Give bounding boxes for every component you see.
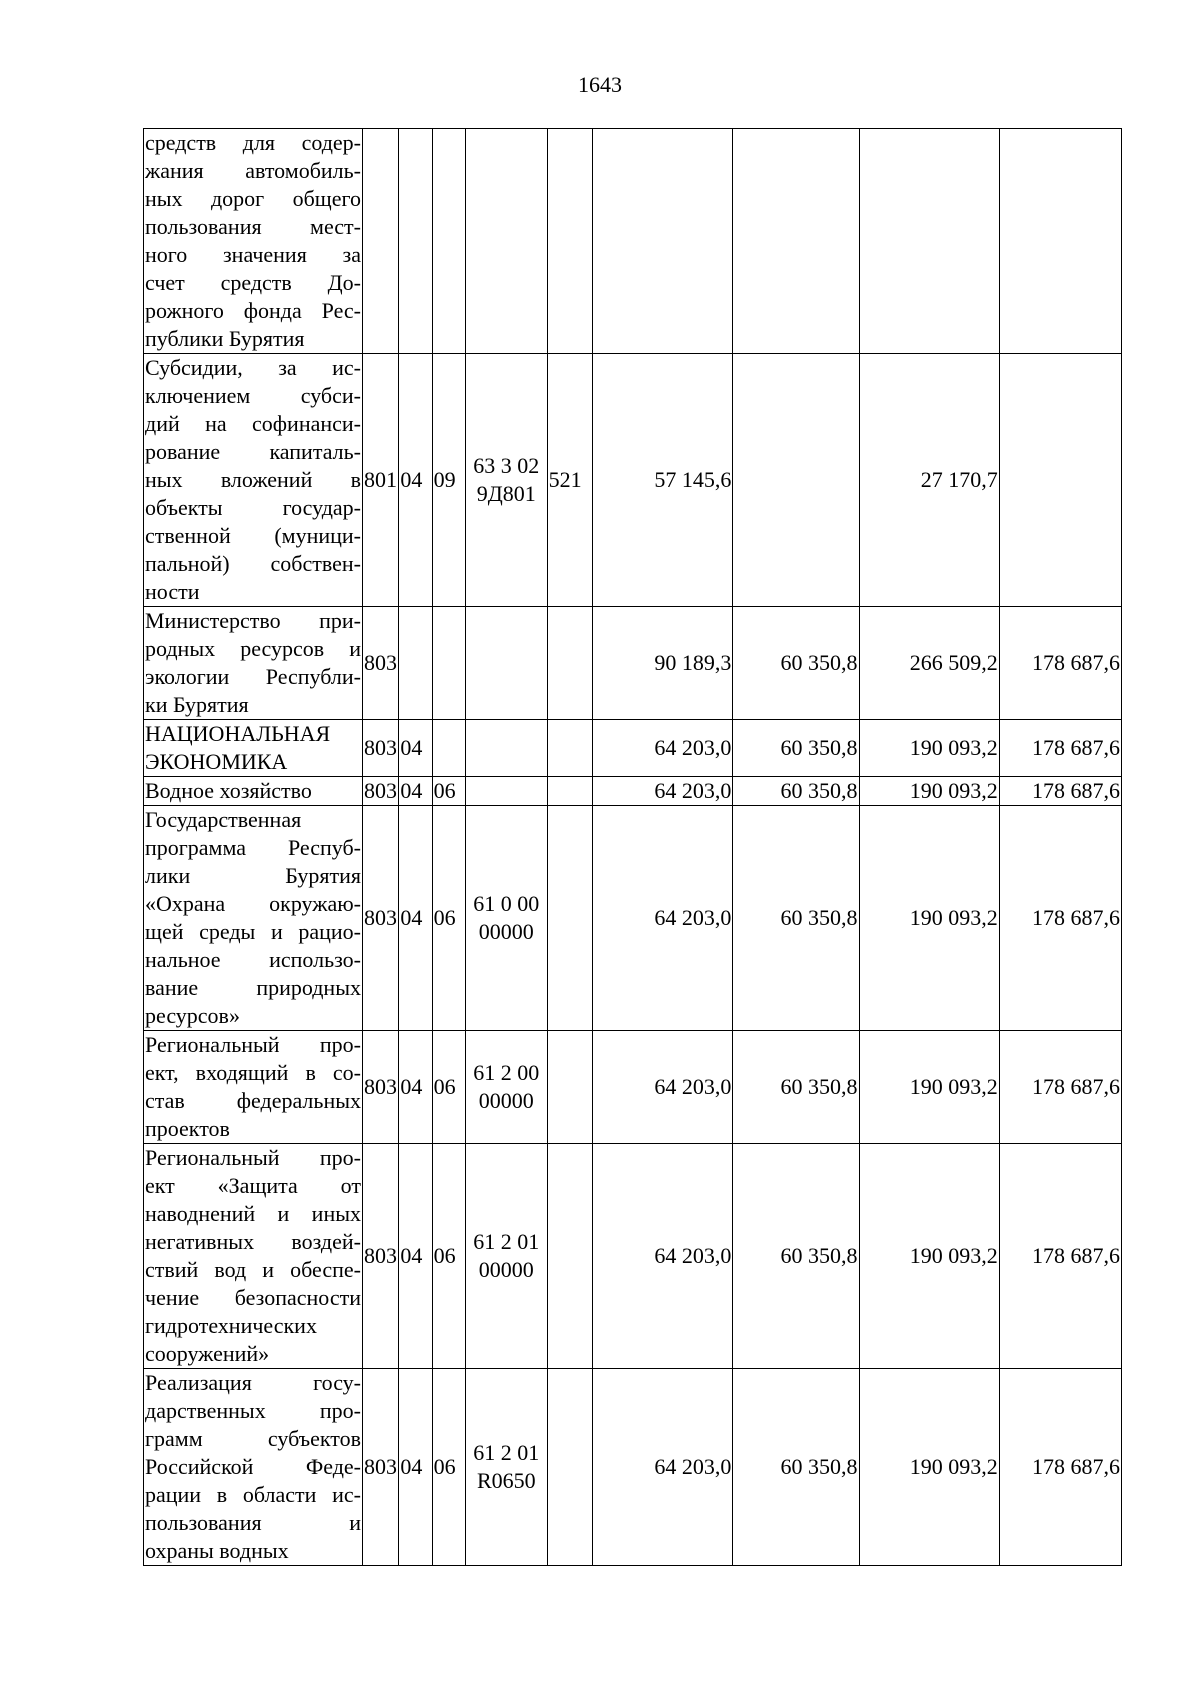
table-row (144, 806, 1122, 1031)
expense-type-code-cell (547, 1031, 592, 1144)
grbs-code-cell: 803 (363, 607, 399, 720)
row-name-line: нальное использо- (145, 947, 361, 972)
section-code-cell: 04 (399, 720, 432, 777)
table-row (144, 129, 1122, 354)
row-name-line: лики Бурятия (145, 863, 361, 888)
row-name-line: став федеральных (145, 1088, 361, 1113)
section-code-cell: 04 (399, 806, 432, 1031)
row-name-line: рации в области ис- (145, 1482, 361, 1507)
amount-3-cell: 190 093,2 (859, 1369, 999, 1566)
row-name-cell (144, 720, 363, 777)
section-code-cell: 04 (399, 1031, 432, 1144)
amount-1-cell: 64 203,0 (593, 1144, 733, 1369)
target-item-code-cell: 63 3 02 9Д801 (465, 354, 547, 607)
row-name-line: ности (145, 579, 200, 604)
section-code-cell: 04 (399, 354, 432, 607)
row-name-line: НАЦИОНАЛЬНАЯ (145, 721, 331, 746)
subsection-code-cell: 09 (432, 354, 465, 607)
row-name-line: пользования мест- (145, 214, 361, 239)
amount-2-cell: 60 350,8 (733, 1144, 859, 1369)
expense-type-code-cell: 521 (547, 354, 592, 607)
row-name-line: ного значения за (145, 242, 361, 267)
amount-2-cell: 60 350,8 (733, 806, 859, 1031)
page-number: 1643 (578, 72, 622, 97)
amount-3-cell: 266 509,2 (859, 607, 999, 720)
expense-type-code-cell (547, 806, 592, 1031)
amount-2-cell: 60 350,8 (733, 607, 859, 720)
row-name-line: Субсидии, за ис- (145, 355, 361, 380)
grbs-code-cell: 803 (363, 777, 399, 806)
row-name-line: ключением субси- (145, 383, 361, 408)
row-name-line: ект «Защита от (145, 1173, 361, 1198)
amount-4-cell: 178 687,6 (999, 777, 1121, 806)
table-body (144, 129, 1122, 1566)
row-name-line: щей среды и рацио- (145, 919, 361, 944)
row-name-line: Государственная (145, 807, 302, 832)
row-name-line: пользования и (145, 1510, 361, 1535)
table-row (144, 777, 1122, 806)
row-name-cell (144, 806, 363, 1031)
row-name-cell (144, 1369, 363, 1566)
table-row (144, 607, 1122, 720)
amount-1-cell (593, 129, 733, 354)
section-code-cell: 04 (399, 1144, 432, 1369)
grbs-code-cell: 803 (363, 1369, 399, 1566)
row-name-line: грамм субъектов (145, 1426, 361, 1451)
row-name-line: чение безопасности (145, 1285, 361, 1310)
grbs-code-cell (363, 129, 399, 354)
subsection-code-cell (432, 720, 465, 777)
row-name-line: ных вложений в (145, 467, 361, 492)
expense-type-code-cell (547, 129, 592, 354)
section-code-cell (399, 129, 432, 354)
row-name-line: программа Респуб- (145, 835, 361, 860)
row-name-line: Реализация госу- (145, 1370, 361, 1395)
expense-type-code-cell (547, 1144, 592, 1369)
amount-1-cell: 64 203,0 (593, 1031, 733, 1144)
row-name-line: Российской Феде- (145, 1454, 361, 1479)
section-code-cell: 04 (399, 1369, 432, 1566)
amount-4-cell: 178 687,6 (999, 806, 1121, 1031)
row-name-cell (144, 1144, 363, 1369)
row-name-line: Региональный про- (145, 1032, 361, 1057)
amount-3-cell: 190 093,2 (859, 1031, 999, 1144)
section-code-cell (399, 607, 432, 720)
row-name-line: наводнений и иных (145, 1201, 361, 1226)
amount-1-cell: 64 203,0 (593, 1369, 733, 1566)
expense-type-code-cell (547, 607, 592, 720)
row-name-line: публики Бурятия (145, 326, 305, 351)
amount-1-cell: 64 203,0 (593, 806, 733, 1031)
subsection-code-cell: 06 (432, 1144, 465, 1369)
amount-2-cell (733, 129, 859, 354)
row-name-line: дий на софинанси- (145, 411, 361, 436)
amount-4-cell: 178 687,6 (999, 720, 1121, 777)
row-name-line: ных дорог общего (145, 186, 361, 211)
amount-3-cell: 190 093,2 (859, 1144, 999, 1369)
row-name-line: экологии Республи- (145, 664, 361, 689)
row-name-line: Министерство при- (145, 608, 361, 633)
row-name-cell (144, 607, 363, 720)
row-name-line: вание природных (145, 975, 361, 1000)
row-name-line: дарственных про- (145, 1398, 361, 1423)
row-name-line: Водное хозяйство (145, 778, 312, 803)
row-name-line: объекты государ- (145, 495, 361, 520)
row-name-cell (144, 1031, 363, 1144)
amount-1-cell: 64 203,0 (593, 777, 733, 806)
row-name-line: ственной (муници- (145, 523, 361, 548)
row-name-line: негативных воздей- (145, 1229, 361, 1254)
expense-type-code-cell (547, 777, 592, 806)
amount-2-cell (733, 354, 859, 607)
amount-4-cell: 178 687,6 (999, 1369, 1121, 1566)
row-name-line: сооружений» (145, 1341, 270, 1366)
grbs-code-cell: 801 (363, 354, 399, 607)
row-name-line: ЭКОНОМИКА (145, 749, 288, 774)
table-row (144, 720, 1122, 777)
row-name-cell (144, 129, 363, 354)
expense-type-code-cell (547, 1369, 592, 1566)
target-item-code-cell: 61 2 00 00000 (465, 1031, 547, 1144)
table-row (144, 1144, 1122, 1369)
row-name-line: ресурсов» (145, 1003, 240, 1028)
target-item-code-cell (465, 129, 547, 354)
grbs-code-cell: 803 (363, 1031, 399, 1144)
amount-4-cell: 178 687,6 (999, 1144, 1121, 1369)
target-item-code-cell: 61 2 01 00000 (465, 1144, 547, 1369)
row-name-line: ки Бурятия (145, 692, 249, 717)
grbs-code-cell: 803 (363, 720, 399, 777)
amount-4-cell (999, 129, 1121, 354)
row-name-line: рование капиталь- (145, 439, 361, 464)
target-item-code-cell: 61 0 00 00000 (465, 806, 547, 1031)
amount-3-cell: 190 093,2 (859, 720, 999, 777)
amount-4-cell: 178 687,6 (999, 607, 1121, 720)
amount-4-cell: 178 687,6 (999, 1031, 1121, 1144)
amount-3-cell: 27 170,7 (859, 354, 999, 607)
amount-2-cell: 60 350,8 (733, 1369, 859, 1566)
subsection-code-cell: 06 (432, 1369, 465, 1566)
amount-3-cell (859, 129, 999, 354)
target-item-code-cell (465, 777, 547, 806)
amount-1-cell: 64 203,0 (593, 720, 733, 777)
subsection-code-cell: 06 (432, 806, 465, 1031)
subsection-code-cell: 06 (432, 1031, 465, 1144)
row-name-line: средств для содер- (145, 130, 361, 155)
amount-4-cell (999, 354, 1121, 607)
row-name-line: Региональный про- (145, 1145, 361, 1170)
row-name-line: ствий вод и обеспе- (145, 1257, 361, 1282)
amount-3-cell: 190 093,2 (859, 806, 999, 1031)
subsection-code-cell: 06 (432, 777, 465, 806)
target-item-code-cell: 61 2 01 R0650 (465, 1369, 547, 1566)
budget-table (143, 128, 1122, 1566)
grbs-code-cell: 803 (363, 1144, 399, 1369)
amount-1-cell: 90 189,3 (593, 607, 733, 720)
amount-3-cell: 190 093,2 (859, 777, 999, 806)
expense-type-code-cell (547, 720, 592, 777)
row-name-line: счет средств До- (145, 270, 361, 295)
row-name-line: гидротехнических (145, 1313, 317, 1338)
row-name-line: «Охрана окружаю- (145, 891, 361, 916)
target-item-code-cell (465, 720, 547, 777)
subsection-code-cell (432, 607, 465, 720)
row-name-cell (144, 354, 363, 607)
row-name-line: охраны водных (145, 1538, 289, 1563)
row-name-line: пальной) собствен- (145, 551, 361, 576)
amount-2-cell: 60 350,8 (733, 1031, 859, 1144)
row-name-line: проектов (145, 1116, 230, 1141)
grbs-code-cell: 803 (363, 806, 399, 1031)
amount-2-cell: 60 350,8 (733, 777, 859, 806)
amount-2-cell: 60 350,8 (733, 720, 859, 777)
row-name-cell (144, 777, 363, 806)
amount-1-cell: 57 145,6 (593, 354, 733, 607)
subsection-code-cell (432, 129, 465, 354)
target-item-code-cell (465, 607, 547, 720)
row-name-line: ект, входящий в со- (145, 1060, 361, 1085)
table-row (144, 1369, 1122, 1566)
row-name-line: родных ресурсов и (145, 636, 361, 661)
row-name-line: рожного фонда Рес- (145, 298, 361, 323)
section-code-cell: 04 (399, 777, 432, 806)
table-row (144, 354, 1122, 607)
table-row (144, 1031, 1122, 1144)
row-name-line: жания автомобиль- (145, 158, 361, 183)
